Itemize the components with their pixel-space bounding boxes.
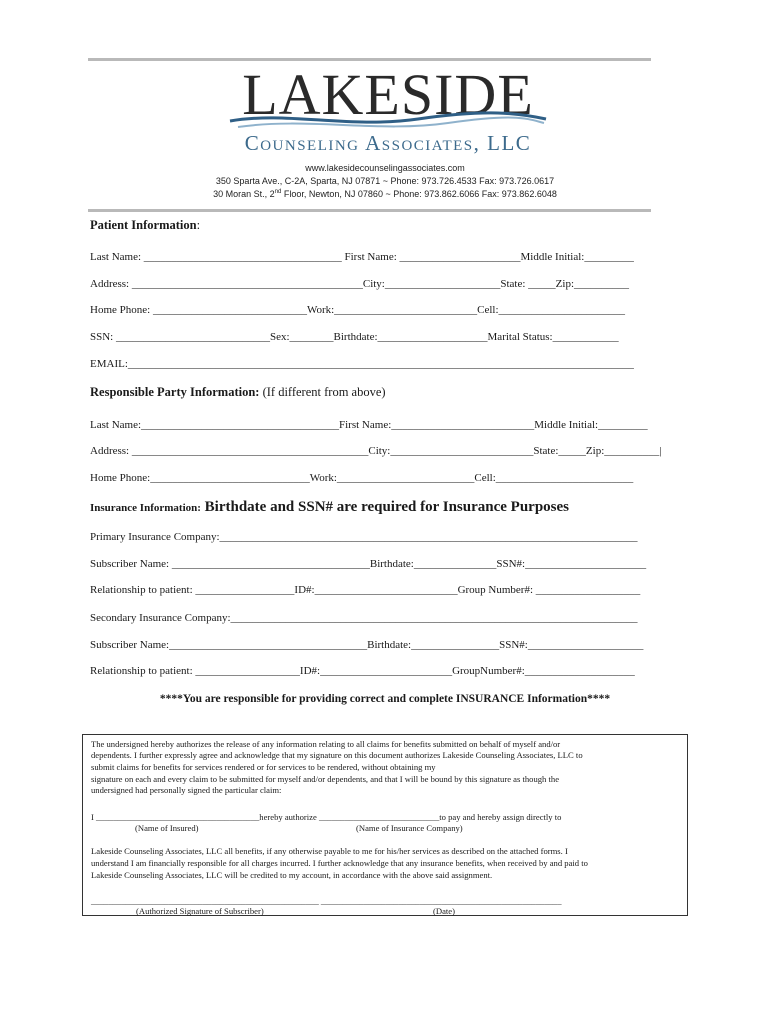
auth-paragraph-line: signature on each and every claim to be submitted for myself and/or dependents, and that I will be bound by this signature as though the xyxy=(91,774,560,784)
responsible-phone-row[interactable]: Home Phone:_____________________________Work:_________________________Cell:_________________________ xyxy=(90,472,634,484)
assignment-line[interactable]: I ______________________________________hereby authorize ____________________________to pay and hereby assign directly to xyxy=(91,812,562,822)
insured-name-caption: (Name of Insured) xyxy=(135,823,199,833)
auth-paragraph-line: Lakeside Counseling Associates, LLC will be credited to my account, in accordance with the above said assignment. xyxy=(91,870,493,880)
patient-name-row[interactable]: Last Name: ____________________________________ First Name: ______________________Middle Initial:_________ xyxy=(90,251,634,263)
address-newton xyxy=(0,189,770,199)
logo-main-text: LAKESIDE xyxy=(242,62,534,127)
address-newton-part1: 30 Moran St., 2 xyxy=(213,189,275,199)
responsible-party-heading xyxy=(90,385,386,400)
insurance-info-requirement: Birthdate and SSN# are required for Insurance Purposes xyxy=(200,499,570,515)
date-caption: (Date) xyxy=(433,906,455,916)
insurance-company-caption: (Name of Insurance Company) xyxy=(356,823,463,833)
patient-ssn-row[interactable]: SSN: ____________________________Sex:________Birthdate:____________________Marital Status:____________ xyxy=(90,331,619,343)
patient-info-title: Patient Information xyxy=(90,218,197,232)
patient-address-row[interactable]: Address: __________________________________________City:_____________________State: _____Zip:__________ xyxy=(90,278,629,290)
authorization-box xyxy=(82,734,688,916)
insurance-notice: ****You are responsible for providing correct and complete INSURANCE Information**** xyxy=(159,693,611,705)
primary-insurance-row[interactable]: Primary Insurance Company:____________________________________________________________________________ xyxy=(90,531,638,543)
signature-caption: (Authorized Signature of Subscriber) xyxy=(136,906,264,916)
patient-phone-row[interactable]: Home Phone: ____________________________Work:__________________________Cell:_______________________ xyxy=(90,304,626,316)
patient-info-heading xyxy=(90,218,200,233)
primary-relationship-row[interactable]: Relationship to patient: __________________ID#:__________________________Group Number#: ___________________ xyxy=(90,584,641,596)
secondary-relationship-row[interactable]: Relationship to patient: ___________________ID#:________________________GroupNumber#:____________________ xyxy=(90,665,635,677)
responsible-address-row[interactable]: Address: ___________________________________________City:__________________________State:_____Zip:__________| xyxy=(90,445,662,457)
company-logo xyxy=(228,62,548,160)
auth-paragraph-line: submit claims for benefits for services rendered or for services to be rendered, without obtaining my xyxy=(91,762,436,772)
logo-sub-text: Counseling Associates, LLC xyxy=(244,131,532,155)
address-newton-part2: Floor, Newton, NJ 07860 ~ Phone: 973.862.6066 Fax: 973.862.6048 xyxy=(281,189,557,199)
responsible-name-row[interactable]: Last Name:____________________________________First Name:__________________________Middle Initial:_________ xyxy=(90,419,648,431)
responsible-party-note: (If different from above) xyxy=(259,385,386,399)
secondary-subscriber-row[interactable]: Subscriber Name:____________________________________Birthdate:________________SSN#:_____________________ xyxy=(90,639,644,651)
patient-info-colon: : xyxy=(196,218,201,232)
auth-paragraph-line: dependents. I further expressly agree and acknowledge that my signature on this document authorizes Lakeside Counseling Associates, LLC to xyxy=(91,750,583,760)
secondary-insurance-row[interactable]: Secondary Insurance Company:__________________________________________________________________________ xyxy=(90,612,638,624)
signature-date-line[interactable]: _____________________________________________________ ________________________________________________________ xyxy=(91,896,562,906)
insurance-info-title: Insurance Information: xyxy=(90,502,201,514)
address-sparta: 350 Sparta Ave., C-2A, Sparta, NJ 07871 ~ Phone: 973.726.4533 Fax: 973.726.0617 xyxy=(215,176,555,186)
header-divider xyxy=(88,209,651,212)
auth-paragraph-line: undersigned had personally signed the particular claim: xyxy=(91,785,282,795)
website-text: www.lakesidecounselingassociates.com xyxy=(305,163,465,173)
auth-paragraph-line: understand I am financially responsible for all charges incurred. I further acknowledge that any insurance benefits, when received by and paid to xyxy=(91,858,588,868)
auth-paragraph-line: The undersigned hereby authorizes the release of any information relating to all claims for benefits submitted on behalf of myself and/or xyxy=(91,739,561,749)
responsible-party-title: Responsible Party Information: xyxy=(90,385,260,399)
insurance-info-heading xyxy=(90,499,569,516)
address-newton-sup: nd xyxy=(274,189,282,195)
top-divider xyxy=(88,58,651,61)
patient-email-row[interactable]: EMAIL:____________________________________________________________________________________________ xyxy=(90,358,634,370)
auth-paragraph-line: Lakeside Counseling Associates, LLC all benefits, if any otherwise payable to me for his/her services as described on the attached forms. I xyxy=(91,846,568,856)
primary-subscriber-row[interactable]: Subscriber Name: ____________________________________Birthdate:_______________SSN#:______________________ xyxy=(90,558,647,570)
